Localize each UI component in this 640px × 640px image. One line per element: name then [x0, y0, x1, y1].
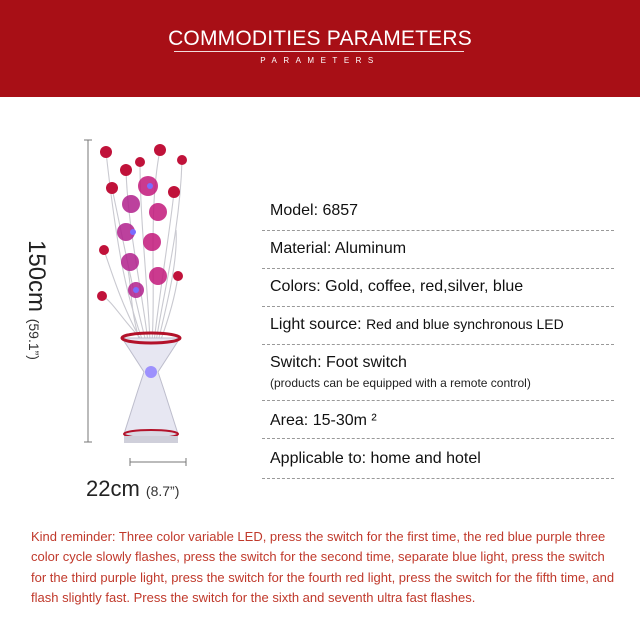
lamp-light-balls: [117, 176, 167, 298]
spec-colors: Colors: Gold, coffee, red,silver, blue: [270, 278, 524, 295]
spec-row-switch: [262, 344, 614, 401]
width-main: 22cm: [86, 476, 140, 501]
width-alt: (8.7”): [145, 483, 180, 499]
spec-switch: Switch: Foot switch: [270, 354, 407, 371]
kind-reminder-text: Kind reminder: Three color variable LED, press the switch for the first time, the red blue purple three color cycle slowly flashes, press the switch for the second time, separate blue light, press the switch for the third purple light, press the switch for the fourth red light, press the switch for the fifth time, and flash slightly fast. Press the switch for the sixth and seventh ultra fast flashes.: [31, 529, 615, 605]
banner-subtitle: PARAMETERS: [260, 56, 380, 65]
spec-model: Model: 6857: [270, 202, 359, 219]
spec-light-label: Light source:: [270, 316, 362, 333]
spec-area: Area: 15-30m ²: [270, 412, 377, 429]
width-dimension-line: [130, 458, 186, 466]
spec-row-colors: [262, 268, 614, 307]
banner-title: COMMODITIES PARAMETERS: [168, 27, 472, 50]
spec-row-material: [262, 230, 614, 269]
height-dimension-label: [22, 240, 50, 360]
width-dimension-label: [86, 476, 179, 502]
banner-divider: [174, 51, 464, 52]
spec-row-light-source: [262, 306, 614, 345]
spec-row-model: [262, 194, 614, 231]
height-main: 150cm: [23, 240, 50, 313]
spec-light-value: Red and blue synchronous LED: [366, 316, 564, 332]
spec-row-applicable: [262, 438, 614, 479]
spec-material: Material: Aluminum: [270, 240, 407, 257]
spec-switch-note: (products can be equipped with a remote control): [270, 376, 531, 390]
height-alt: (59.1”): [26, 318, 42, 360]
lamp-base: [122, 333, 180, 443]
header-banner: [0, 0, 640, 97]
height-dimension-line: [84, 140, 92, 442]
spec-row-area: [262, 400, 614, 439]
spec-light-source: [270, 316, 564, 334]
spec-applicable: Applicable to: home and hotel: [270, 450, 481, 467]
